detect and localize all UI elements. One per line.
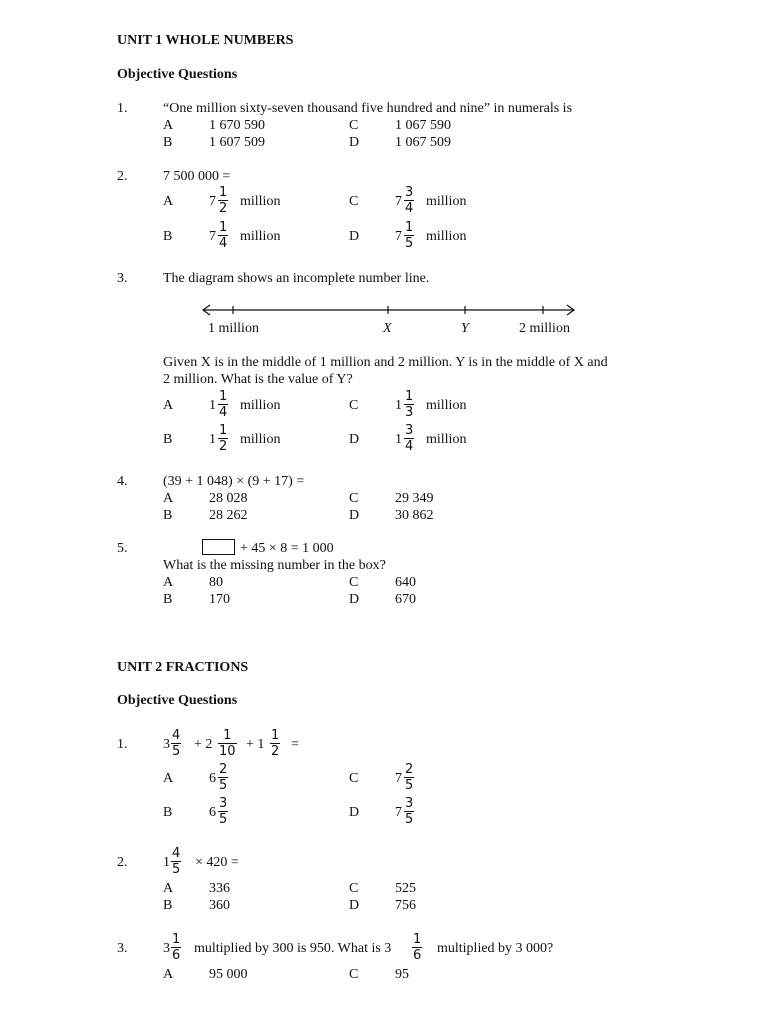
u1-q5-text: + 45 × 8 = 1 000 — [240, 541, 334, 556]
u2-q1-a-fraction — [218, 763, 228, 792]
u2-q2-letter-c: C — [349, 881, 359, 896]
u2-q3-letter-a: A — [163, 967, 174, 982]
line-label-y: Y — [461, 321, 469, 336]
u1-q1-text: “One million sixty-seven thousand five hundred and nine” in numerals is — [163, 101, 573, 116]
u2-q2-letter-d: D — [349, 898, 360, 913]
u2-q1-equals: = — [291, 737, 299, 752]
u1-q3-a-fraction — [218, 390, 228, 419]
u1-q5-option-c: 640 — [395, 575, 416, 590]
u2-q1-t2-fraction — [218, 729, 237, 758]
u1-q1-letter-c: C — [349, 118, 359, 133]
answer-box — [202, 539, 235, 555]
denominator: 4 — [405, 201, 414, 216]
u1-q4-letter-b: B — [163, 508, 173, 523]
u2-q1-b-fraction — [218, 797, 228, 826]
denominator: 10 — [219, 744, 236, 759]
u1-q1-option-a: 1 670 590 — [209, 118, 265, 133]
unit2-title: UNIT 2 FRACTIONS — [117, 660, 249, 675]
denominator: 5 — [219, 778, 228, 793]
u2-q2-option-c: 525 — [395, 881, 416, 896]
u1-q5-option-d: 670 — [395, 592, 416, 607]
u1-q5-letter-b: B — [163, 592, 173, 607]
u2-q1-t1-whole: 3 — [163, 737, 170, 752]
u2-q1-letter-d: D — [349, 805, 360, 820]
u2-q3-option-c: 95 — [395, 967, 409, 982]
unit1-subtitle: Objective Questions — [117, 67, 238, 82]
denominator: 5 — [172, 862, 181, 877]
u1-q2-b-whole: 7 — [209, 229, 216, 244]
u2-q1-d-whole: 7 — [395, 805, 402, 820]
numerator: 3 — [405, 185, 414, 200]
unit2-subtitle: Objective Questions — [117, 693, 238, 708]
numerator: 1 — [219, 185, 228, 200]
u2-q3-mid-text: multiplied by 300 is 950. What is 3 — [194, 941, 392, 956]
u1-q4-option-d: 30 862 — [395, 508, 434, 523]
u2-q1-t3-fraction — [270, 729, 280, 758]
denominator: 5 — [405, 812, 414, 827]
u1-q4-letter-a: A — [163, 491, 174, 506]
u1-q2-letter-c: C — [349, 194, 359, 209]
u1-q4-option-b: 28 262 — [209, 508, 248, 523]
u2-q3-number: 3. — [117, 941, 128, 956]
u1-q5-option-a: 80 — [209, 575, 223, 590]
u1-q2-a-unit: million — [240, 194, 281, 209]
u1-q2-c-whole: 7 — [395, 194, 402, 209]
u1-q3-d-fraction — [404, 424, 414, 453]
u1-q3-letter-d: D — [349, 432, 360, 447]
u1-q3-text: The diagram shows an incomplete number line. — [163, 271, 430, 286]
u1-q5-text2: What is the missing number in the box? — [163, 558, 386, 573]
u1-q2-c-unit: million — [426, 194, 467, 209]
u2-q1-a-whole: 6 — [209, 771, 216, 786]
u1-q3-b-unit: million — [240, 432, 281, 447]
u1-q3-letter-a: A — [163, 398, 174, 413]
u1-q3-number: 3. — [117, 271, 128, 286]
u2-q1-t1-fraction — [171, 729, 181, 758]
numerator: 1 — [405, 389, 414, 404]
u2-q2-t1-fraction — [171, 847, 181, 876]
u2-q3-option-a: 95 000 — [209, 967, 248, 982]
u1-q3-b-whole: 1 — [209, 432, 216, 447]
numerator: 1 — [223, 728, 232, 743]
denominator: 5 — [405, 778, 414, 793]
u1-q3-c-whole: 1 — [395, 398, 402, 413]
numerator: 1 — [413, 932, 422, 947]
u1-q4-letter-d: D — [349, 508, 360, 523]
u1-q2-b-unit: million — [240, 229, 281, 244]
numerator: 1 — [172, 932, 181, 947]
u2-q2-t1-whole: 1 — [163, 855, 170, 870]
u1-q3-b-fraction — [218, 424, 228, 453]
denominator: 2 — [219, 201, 228, 216]
u1-q3-letter-b: B — [163, 432, 173, 447]
u1-q4-letter-c: C — [349, 491, 359, 506]
u1-q2-text: 7 500 000 = — [163, 169, 231, 184]
u1-q2-d-unit: million — [426, 229, 467, 244]
denominator: 4 — [405, 439, 414, 454]
u1-q5-letter-a: A — [163, 575, 174, 590]
u2-q1-number: 1. — [117, 737, 128, 752]
u1-q3-text2a: Given X is in the middle of 1 million and 2 million. Y is in the middle of X and — [163, 355, 608, 370]
numerator: 1 — [219, 389, 228, 404]
numerator: 2 — [405, 762, 414, 777]
u2-q3-end-text: multiplied by 3 000? — [437, 941, 554, 956]
u1-q5-option-b: 170 — [209, 592, 230, 607]
u1-q3-a-unit: million — [240, 398, 281, 413]
u1-q2-letter-b: B — [163, 229, 173, 244]
u1-q1-option-b: 1 607 509 — [209, 135, 265, 150]
u2-q2-option-b: 360 — [209, 898, 230, 913]
denominator: 2 — [271, 744, 280, 759]
u1-q5-letter-c: C — [349, 575, 359, 590]
numerator: 1 — [219, 220, 228, 235]
numerator: 4 — [172, 728, 181, 743]
u1-q4-option-a: 28 028 — [209, 491, 248, 506]
denominator: 3 — [405, 405, 414, 420]
u1-q3-text2b: 2 million. What is the value of Y? — [163, 372, 353, 387]
denominator: 5 — [219, 812, 228, 827]
denominator: 5 — [172, 744, 181, 759]
u2-q1-c-whole: 7 — [395, 771, 402, 786]
u2-q2-option-a: 336 — [209, 881, 230, 896]
u2-q2-number: 2. — [117, 855, 128, 870]
u1-q3-d-unit: million — [426, 432, 467, 447]
u2-q1-op2: + 1 — [246, 737, 265, 752]
u1-q1-letter-d: D — [349, 135, 360, 150]
u1-q4-number: 4. — [117, 474, 128, 489]
u1-q2-letter-a: A — [163, 194, 174, 209]
u2-q1-letter-c: C — [349, 771, 359, 786]
u2-q2-option-d: 756 — [395, 898, 416, 913]
numerator: 3 — [405, 423, 414, 438]
line-label-1-million: 1 million — [208, 321, 259, 336]
u1-q3-a-whole: 1 — [209, 398, 216, 413]
u1-q2-number: 2. — [117, 169, 128, 184]
denominator: 5 — [405, 236, 414, 251]
u1-q3-c-unit: million — [426, 398, 467, 413]
u1-q3-letter-c: C — [349, 398, 359, 413]
u2-q3-f2-fraction — [412, 933, 422, 962]
u2-q1-c-fraction — [404, 763, 414, 792]
u2-q1-b-whole: 6 — [209, 805, 216, 820]
denominator: 6 — [413, 948, 422, 963]
numerator: 1 — [271, 728, 280, 743]
u1-q1-option-c: 1 067 590 — [395, 118, 451, 133]
u1-q4-option-c: 29 349 — [395, 491, 434, 506]
u1-q2-letter-d: D — [349, 229, 360, 244]
u2-q2-rest: × 420 = — [195, 855, 239, 870]
u2-q1-d-fraction — [404, 797, 414, 826]
u1-q1-number: 1. — [117, 101, 128, 116]
denominator: 4 — [219, 236, 228, 251]
u2-q2-letter-a: A — [163, 881, 174, 896]
u1-q4-text: (39 + 1 048) × (9 + 17) = — [163, 474, 305, 489]
denominator: 6 — [172, 948, 181, 963]
u2-q2-letter-b: B — [163, 898, 173, 913]
denominator: 2 — [219, 439, 228, 454]
numerator: 1 — [219, 423, 228, 438]
u1-q3-c-fraction — [404, 390, 414, 419]
u1-q3-d-whole: 1 — [395, 432, 402, 447]
line-label-x: X — [383, 321, 392, 336]
numerator: 3 — [405, 796, 414, 811]
u1-q1-letter-b: B — [163, 135, 173, 150]
u1-q2-d-whole: 7 — [395, 229, 402, 244]
line-label-2-million: 2 million — [519, 321, 570, 336]
numerator: 2 — [219, 762, 228, 777]
numerator: 4 — [172, 846, 181, 861]
u2-q1-letter-a: A — [163, 771, 174, 786]
unit1-title: UNIT 1 WHOLE NUMBERS — [117, 33, 294, 48]
u2-q3-f1-whole: 3 — [163, 941, 170, 956]
u2-q3-f1-fraction — [171, 933, 181, 962]
u1-q2-a-whole: 7 — [209, 194, 216, 209]
u2-q1-op1: + 2 — [194, 737, 213, 752]
numerator: 3 — [219, 796, 228, 811]
u1-q5-letter-d: D — [349, 592, 360, 607]
u2-q1-letter-b: B — [163, 805, 173, 820]
numerator: 1 — [405, 220, 414, 235]
u1-q5-number: 5. — [117, 541, 128, 556]
u1-q1-letter-a: A — [163, 118, 174, 133]
denominator: 4 — [219, 405, 228, 420]
u2-q3-letter-c: C — [349, 967, 359, 982]
u1-q1-option-d: 1 067 509 — [395, 135, 451, 150]
